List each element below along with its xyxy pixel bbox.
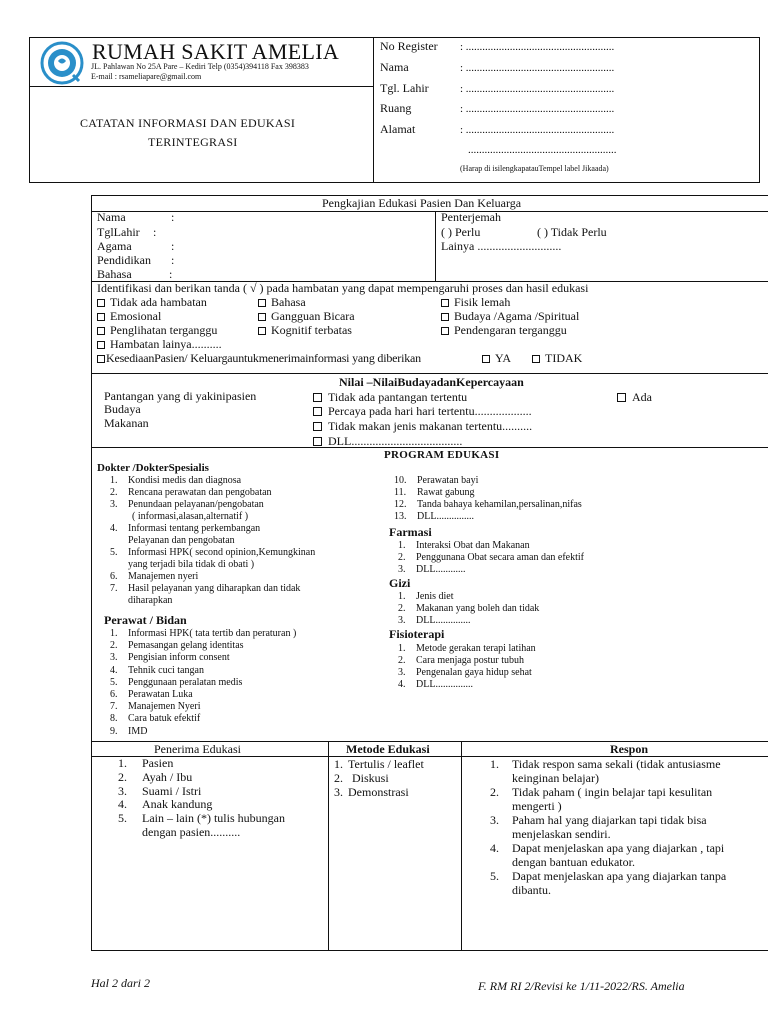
barrier-tidak-ada[interactable]: Tidak ada hambatan: [97, 295, 207, 310]
list-item: 13. DLL...............: [394, 511, 474, 522]
values-option-percaya[interactable]: Percaya pada hari hari tertentu...................: [313, 404, 532, 419]
list-item: 8. Cara batuk efektif: [110, 713, 201, 725]
hospital-name: RUMAH SAKIT AMELIA: [92, 39, 340, 64]
list-item: 2. Rencana perawatan dan pengobatan: [110, 487, 272, 498]
patient-label-register: No Register: [380, 39, 438, 53]
patient-label-tgl-lahir: Tgl. Lahir: [380, 81, 429, 95]
divider: [435, 211, 436, 281]
list-item: 9. IMD: [110, 725, 148, 737]
list-item[interactable]: 5. Dapat menjelaskan apa yang diajarkan tanpa dibantu.: [490, 869, 727, 897]
list-item[interactable]: 3. Paham hal yang diajarkan tapi tidak bisa menjelaskan sendiri.: [490, 813, 707, 841]
checkbox-icon[interactable]: [532, 355, 540, 363]
barrier-bahasa[interactable]: Bahasa: [258, 295, 306, 310]
field-pendidikan: Pendidikan :: [97, 253, 175, 267]
divider: [91, 447, 768, 448]
list-item: 1. Interaksi Obat dan Makanan: [398, 540, 530, 551]
kesediaan-ya[interactable]: YA: [482, 351, 511, 366]
header-divider-vertical: [373, 37, 374, 183]
footer-code: F. RM RI 2/Revisi ke 1/11-2022/RS. Amelia: [478, 979, 685, 993]
barrier-fisik-lemah[interactable]: Fisik lemah: [441, 295, 510, 310]
field-tgllahir: TglLahir :: [97, 225, 157, 239]
checkbox-icon[interactable]: [313, 422, 322, 431]
hospital-email: E-mail : rsameliapare@gmail.com: [91, 72, 202, 81]
gizi-title: Gizi: [389, 576, 411, 590]
perawat-list: [104, 628, 296, 738]
list-item: 12. Tanda bahaya kehamilan,persalinan,nifas: [394, 499, 582, 510]
field-nama: Nama :: [97, 210, 175, 224]
patient-value-register[interactable]: : ......................................................: [460, 41, 615, 53]
list-item[interactable]: 1. Tertulis / leaflet: [334, 757, 424, 771]
header-metode: Metode Edukasi: [346, 742, 430, 756]
list-item: 11. Rawat gabung: [394, 487, 475, 498]
barrier-kognitif[interactable]: Kognitif terbatas: [258, 323, 352, 338]
fisio-list: [392, 643, 536, 691]
footer-page: Hal 2 dari 2: [91, 976, 151, 990]
barrier-hambatan-lain[interactable]: Hambatan lainya..........: [97, 337, 222, 352]
values-label-makanan: Makanan: [104, 416, 149, 430]
list-item: 2. Penggunana Obat secara aman dan efektif: [398, 552, 584, 563]
list-item: 3. Pengenalan gaya hidup sehat: [398, 667, 532, 678]
checkbox-icon[interactable]: [482, 355, 490, 363]
list-item[interactable]: 1. Pasien: [118, 756, 174, 770]
field-bahasa: Bahasa :: [97, 267, 173, 281]
list-item[interactable]: 2. Ayah / Ibu: [118, 769, 193, 784]
list-item: 2. Cara menjaga postur tubuh: [398, 655, 525, 666]
fisio-title: Fisioterapi: [389, 627, 445, 641]
list-item: 10. Perawatan bayi: [394, 475, 479, 486]
values-option-tidak-ada[interactable]: Tidak ada pantangan tertentu: [313, 390, 467, 405]
patient-value-ruang[interactable]: : ......................................................: [460, 103, 615, 115]
header-penerima: Penerima Edukasi: [154, 742, 241, 756]
list-item: 2. Pemasangan gelang identitas: [110, 640, 244, 652]
patient-label-nama: Nama: [380, 60, 409, 74]
field-agama: Agama :: [97, 239, 175, 253]
list-item: 5. Informasi HPK( second opinion,Kemungkinan yang terjadi bila tidak di obati ): [110, 547, 316, 570]
list-item: 4. Tehnik cuci tangan: [110, 664, 204, 676]
kesediaan-tidak[interactable]: TIDAK: [532, 351, 582, 366]
label-note: (Harap di isilengkapatauTempel label Jikaada): [460, 164, 609, 173]
checkbox-icon[interactable]: [97, 327, 105, 335]
divider: [91, 211, 768, 212]
values-title: Nilai –NilaiBudayadanKepercayaan: [339, 375, 524, 389]
checkbox-icon[interactable]: [441, 299, 449, 307]
list-item: 1. Jenis diet: [398, 591, 454, 602]
list-item[interactable]: 4. Anak kandung: [118, 797, 213, 812]
checkbox-icon[interactable]: [258, 299, 266, 307]
list-item: 6. Perawatan Luka: [110, 689, 193, 701]
identify-instruction: Identifikasi dan berikan tanda ( √ ) pada hambatan yang dapat mempengaruhi proses dan hasil edukasi: [97, 281, 589, 295]
list-item: 3. DLL............: [398, 564, 466, 575]
checkbox-icon[interactable]: [258, 327, 266, 335]
list-item: 3. Pengisian inform consent: [110, 652, 230, 664]
checkbox-icon[interactable]: [97, 355, 105, 363]
list-item: 3. DLL..............: [398, 615, 471, 626]
respon-list: [466, 757, 726, 897]
checkbox-icon[interactable]: [441, 327, 449, 335]
header-divider-horizontal: [29, 86, 373, 87]
program-title: PROGRAM EDUKASI: [384, 449, 500, 461]
header-respon: Respon: [610, 742, 649, 756]
checkbox-icon[interactable]: [313, 437, 322, 446]
checkbox-icon[interactable]: [97, 341, 105, 349]
checkbox-icon[interactable]: [441, 313, 449, 321]
patient-label-ruang: Ruang: [380, 101, 412, 115]
hospital-address: JL. Pahlawan No 25A Pare – Kediri Telp (0354)394118 Fax 398383: [91, 62, 309, 71]
perawat-title: Perawat / Bidan: [104, 613, 187, 627]
values-option-tidak-makan[interactable]: Tidak makan jenis makanan tertentu..........: [313, 419, 532, 434]
values-label-pantangan: Pantangan yang di yakinipasien: [104, 389, 257, 403]
list-item[interactable]: 5. Lain – lain (*) tulis hubungan dengan pasien..........: [118, 811, 285, 839]
list-item: 1. Informasi HPK( tata tertib dan peraturan ): [110, 628, 297, 639]
perawat-list-cont: [388, 475, 582, 523]
list-item[interactable]: 1. Tidak respon sama sekali (tidak antusiasme keinginan belajar): [490, 757, 721, 785]
list-item[interactable]: 3. Demonstrasi: [334, 785, 409, 799]
list-item: 6. Manajemen nyeri: [110, 571, 199, 582]
kesediaan-row: KesediaanPasien/ Keluargauntukmenerimainformasi yang diberikan: [97, 351, 421, 366]
barrier-budaya[interactable]: Budaya /Agama /Spiritual: [441, 309, 579, 324]
list-item: 7. Hasil pelayanan yang diharapkan dan tidak diharapkan: [110, 583, 301, 606]
hospital-logo-icon: [40, 41, 84, 85]
list-item[interactable]: 3. Suami / Istri: [118, 783, 202, 798]
patient-value-tgl-lahir[interactable]: : ......................................................: [460, 83, 615, 95]
barrier-penglihatan[interactable]: Penglihatan terganggu: [97, 323, 217, 338]
barrier-gangguan-bicara[interactable]: Gangguan Bicara: [258, 309, 355, 324]
assessment-title: Pengkajian Edukasi Pasien Dan Keluarga: [322, 196, 522, 210]
patient-label-alamat: Alamat: [380, 122, 416, 136]
barrier-pendengaran[interactable]: Pendengaran terganggu: [441, 323, 567, 338]
penerima-list: [96, 757, 285, 840]
translator-tidak-perlu[interactable]: ( ) Tidak Perlu: [537, 225, 607, 239]
values-label-budaya: Budaya: [104, 402, 141, 416]
list-item: 5. Penggunaan peralatan medis: [110, 676, 243, 688]
list-item: 4. DLL...............: [398, 679, 473, 690]
values-option-ada[interactable]: Ada: [617, 390, 652, 405]
patient-value-alamat-cont[interactable]: ......................................................: [468, 144, 617, 156]
patient-value-nama[interactable]: : ......................................................: [460, 62, 615, 74]
dokter-title: Dokter /DokterSpesialis: [97, 462, 209, 474]
list-item: 2. Makanan yang boleh dan tidak: [398, 603, 540, 614]
translator-label: Penterjemah: [441, 210, 501, 224]
checkbox-icon[interactable]: [258, 313, 266, 321]
checkbox-icon[interactable]: [97, 299, 105, 307]
divider: [328, 741, 329, 951]
list-item[interactable]: 2. Tidak paham ( ingin belajar tapi kesulitan mengerti ): [490, 785, 713, 813]
list-item: 1. Kondisi medis dan diagnosa: [110, 475, 242, 486]
divider: [461, 741, 462, 951]
list-item: 1. Metode gerakan terapi latihan: [398, 643, 536, 654]
translator-lainya[interactable]: Lainya ............................: [441, 239, 562, 253]
list-item: 3. Penundaan pelayanan/pengobatan ( informasi,alasan,alternatif ): [110, 499, 264, 522]
checkbox-icon[interactable]: [97, 313, 105, 321]
checkbox-icon[interactable]: [313, 393, 322, 402]
list-item[interactable]: 2. Diskusi: [334, 771, 389, 785]
checkbox-icon[interactable]: [617, 393, 626, 402]
form-title-line-2: TERINTEGRASI: [148, 135, 238, 149]
list-item: 4. Informasi tentang perkembangan Pelayanan dan pengobatan: [110, 523, 261, 546]
values-option-dll[interactable]: DLL.....................................: [313, 434, 462, 449]
form-title-line-1: CATATAN INFORMASI DAN EDUKASI: [80, 116, 296, 130]
farmasi-list: [392, 540, 584, 576]
farmasi-title: Farmasi: [389, 525, 432, 539]
list-item[interactable]: 4. Dapat menjelaskan apa yang diajarkan , tapi dengan bantuan edukator.: [490, 841, 725, 869]
gizi-list: [392, 591, 539, 627]
list-item: 7. Manajemen Nyeri: [110, 701, 201, 713]
metode-list: [334, 757, 424, 799]
divider: [91, 373, 768, 374]
checkbox-icon[interactable]: [313, 407, 322, 416]
translator-perlu[interactable]: ( ) Perlu: [441, 225, 481, 239]
patient-value-alamat[interactable]: : ......................................................: [460, 124, 615, 136]
dokter-list: [104, 475, 315, 607]
barrier-emosional[interactable]: Emosional: [97, 309, 161, 324]
